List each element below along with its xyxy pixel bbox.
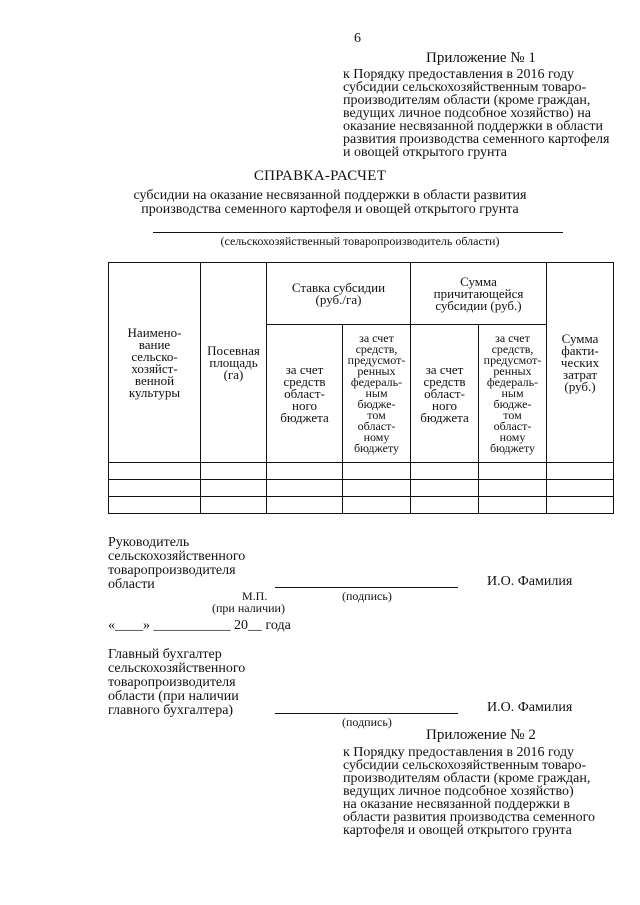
header-area: Посевная площадь (га)	[201, 263, 267, 463]
header-due-group: Сумма причитающейся субсидии (руб.)	[411, 263, 547, 325]
table-cell	[343, 497, 411, 514]
table-cell	[479, 463, 547, 480]
head-signatory-name: И.О. Фамилия	[487, 574, 573, 589]
seal-label: М.П.	[242, 589, 268, 603]
header-actual-costs: Сумма факти- ческих затрат (руб.)	[547, 263, 614, 463]
table-cell	[109, 497, 201, 514]
table-cell	[201, 497, 267, 514]
appendix-2-title: Приложение № 2	[426, 727, 536, 743]
appendix-1-body: к Порядку предоставления в 2016 году субсидии сельскохозяйственным товаро- производителям области (кроме граждан, ведущих личное подсобное хозяйство) на оказание несвязанной поддержки в области развития производства семенного картофеля и овощей открытого грунта	[343, 67, 610, 160]
table-cell	[201, 480, 267, 497]
accountant-signature-caption: (подпись)	[342, 715, 392, 729]
table-cell	[411, 480, 479, 497]
head-signature-caption: (подпись)	[342, 589, 392, 603]
accountant-signature-line	[275, 713, 458, 714]
table-cell	[343, 463, 411, 480]
table-cell	[343, 480, 411, 497]
producer-caption: (сельскохозяйственный товаропроизводитель области)	[220, 234, 500, 248]
table-cell	[547, 497, 614, 514]
head-signature-line	[275, 587, 458, 588]
appendix-1-title: Приложение № 1	[426, 50, 536, 66]
header-rate-group: Ставка субсидии (руб./га)	[267, 263, 411, 325]
table-cell	[109, 480, 201, 497]
head-signatory-role: Руководитель сельскохозяйственного товаропроизводителя области	[108, 535, 246, 592]
table-cell	[547, 480, 614, 497]
table-cell	[479, 480, 547, 497]
table-cell	[267, 463, 343, 480]
table-cell	[201, 463, 267, 480]
date-line: «____» ___________ 20__ года	[108, 618, 291, 633]
calculation-table	[108, 262, 614, 514]
page-number: 6	[354, 31, 361, 46]
header-due-regional: за счет средств област- ного бюджета	[411, 325, 479, 463]
seal-if-any-note: (при наличии)	[212, 601, 285, 615]
table-cell	[109, 463, 201, 480]
table-cell	[267, 497, 343, 514]
header-rate-regional: за счет средств област- ного бюджета	[267, 325, 343, 463]
table-cell	[267, 480, 343, 497]
appendix-2-body: к Порядку предоставления в 2016 году субсидии сельскохозяйственным товаро- производителям области (кроме граждан, ведущих личное подсобное хозяйство) на оказание несвязанной поддержки в области развития производства семенного картофеля и овощей открытого грунта	[343, 745, 595, 838]
table-cell	[411, 463, 479, 480]
table-cell	[411, 497, 479, 514]
accountant-signatory-role: Главный бухгалтер сельскохозяйственного товаропроизводителя области (при наличии главного бухгалтера)	[108, 647, 246, 718]
document-subtitle: субсидии на оказание несвязанной поддержки в области развития производства семенного картофеля и овощей открытого грунта	[133, 188, 527, 217]
table-row	[109, 497, 614, 514]
header-rate-federal: за счет средств, предусмот- ренных федераль- ным бюдже- том област- ному бюджету	[343, 325, 411, 463]
header-crop: Наимено- вание сельско- хозяйст- венной культуры	[109, 263, 201, 463]
producer-blank-line	[153, 232, 563, 233]
table-cell	[479, 497, 547, 514]
header-due-federal: за счет средств, предусмот- ренных федераль- ным бюдже- том област- ному бюджету	[479, 325, 547, 463]
accountant-signatory-name: И.О. Фамилия	[487, 700, 573, 715]
table-cell	[547, 463, 614, 480]
table-row	[109, 463, 614, 480]
table-row	[109, 480, 614, 497]
document-title: СПРАВКА-РАСЧЕТ	[253, 168, 387, 184]
